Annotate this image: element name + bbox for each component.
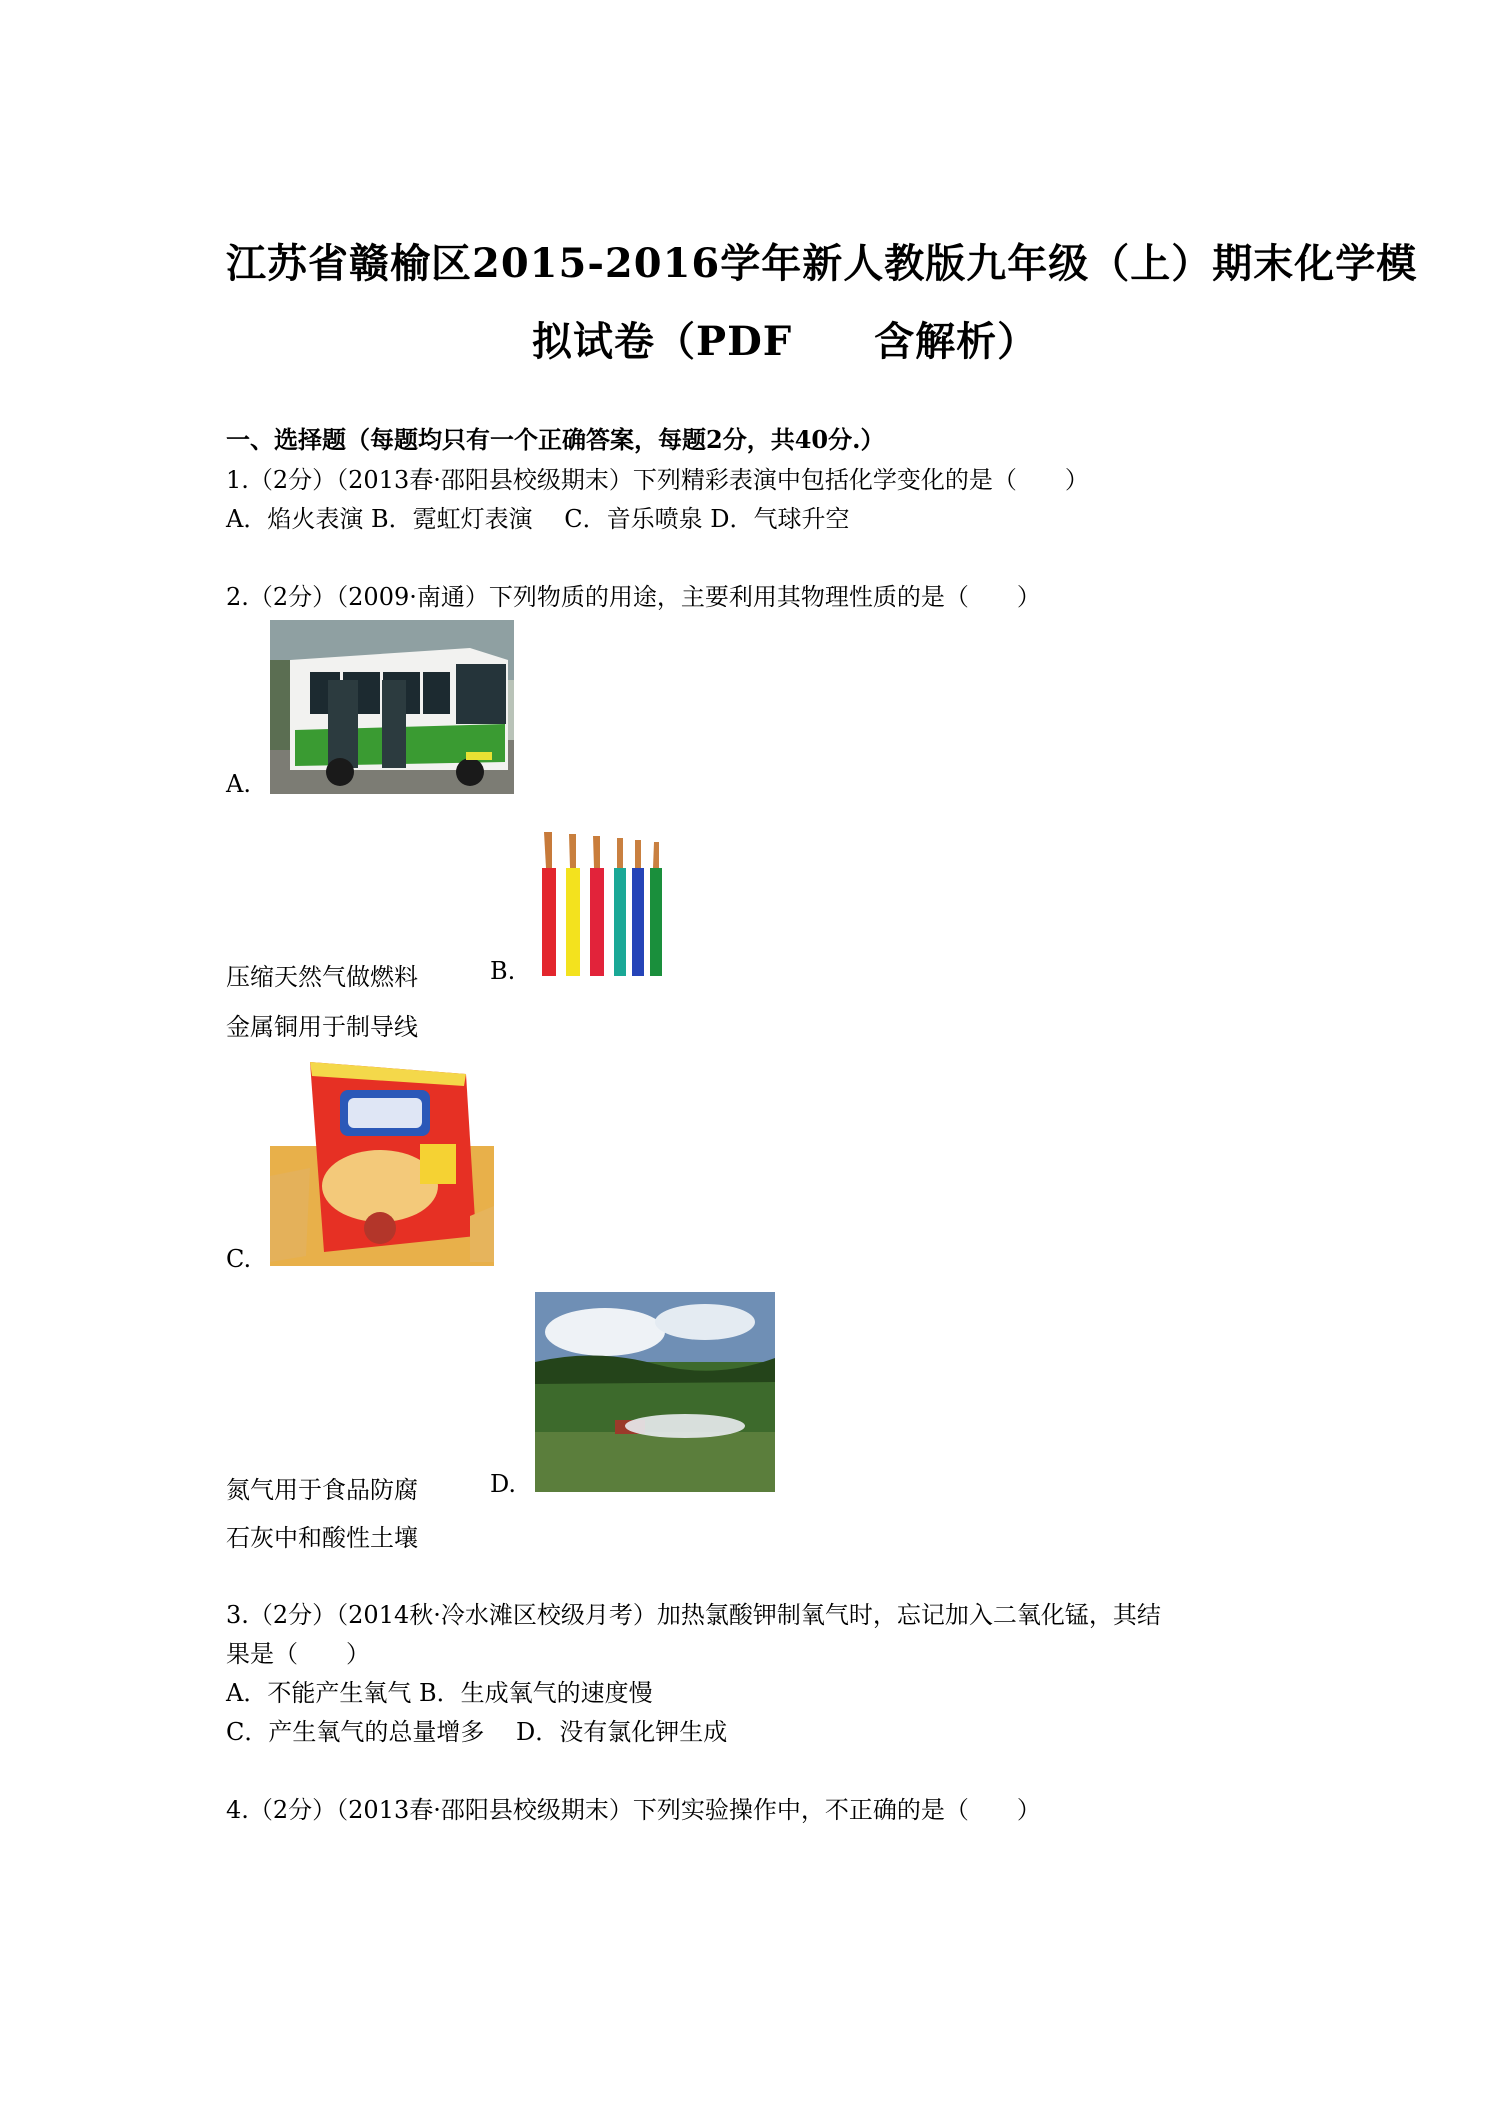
- question-1-stem: 1.（2分）（2013春·邵阳县校级期末）下列精彩表演中包括化学变化的是（ ）: [226, 466, 1089, 494]
- bus-image: [270, 620, 514, 794]
- question-1-options: A．焰火表演 B．霓虹灯表演 C．音乐喷泉 D．气球升空: [226, 505, 850, 533]
- option-a-label: A.: [226, 770, 251, 798]
- option-b-label: B.: [490, 957, 516, 985]
- wires-image: [536, 828, 700, 978]
- document-title-line1: 江苏省赣榆区2015-2016学年新人教版九年级（上）期末化学模: [226, 240, 1418, 287]
- question-2-stem: 2.（2分）（2009·南通）下列物质的用途，主要利用其物理性质的是（ ）: [226, 583, 1041, 611]
- question-3-stem-line2: 果是（ ）: [226, 1640, 370, 1668]
- snack-bag-image: [270, 1056, 494, 1266]
- question-3-stem-line1: 3.（2分）（2014秋·冷水滩区校级月考）加热氯酸钾制氧气时，忘记加入二氧化锰，其结: [226, 1601, 1161, 1629]
- document-title-line2: 拟试卷（PDF 含解析）: [532, 318, 1039, 365]
- option-a-text: 压缩天然气做燃料: [226, 963, 418, 991]
- option-b-text: 金属铜用于制导线: [226, 1013, 418, 1041]
- question-3-options-line1: A．不能产生氧气 B．生成氧气的速度慢: [226, 1679, 653, 1707]
- option-d-label: D.: [490, 1470, 517, 1498]
- option-c-text: 氮气用于食品防腐: [226, 1476, 418, 1504]
- question-3-options-line2: C．产生氧气的总量增多 D．没有氯化钾生成: [226, 1718, 728, 1746]
- question-4-stem: 4.（2分）（2013春·邵阳县校级期末）下列实验操作中，不正确的是（ ）: [226, 1796, 1041, 1824]
- option-d-text: 石灰中和酸性土壤: [226, 1524, 418, 1552]
- option-c-label: C.: [226, 1245, 252, 1273]
- field-image: [535, 1292, 775, 1492]
- section-heading: 一、选择题（每题均只有一个正确答案，每题2分，共40分.）: [226, 425, 885, 454]
